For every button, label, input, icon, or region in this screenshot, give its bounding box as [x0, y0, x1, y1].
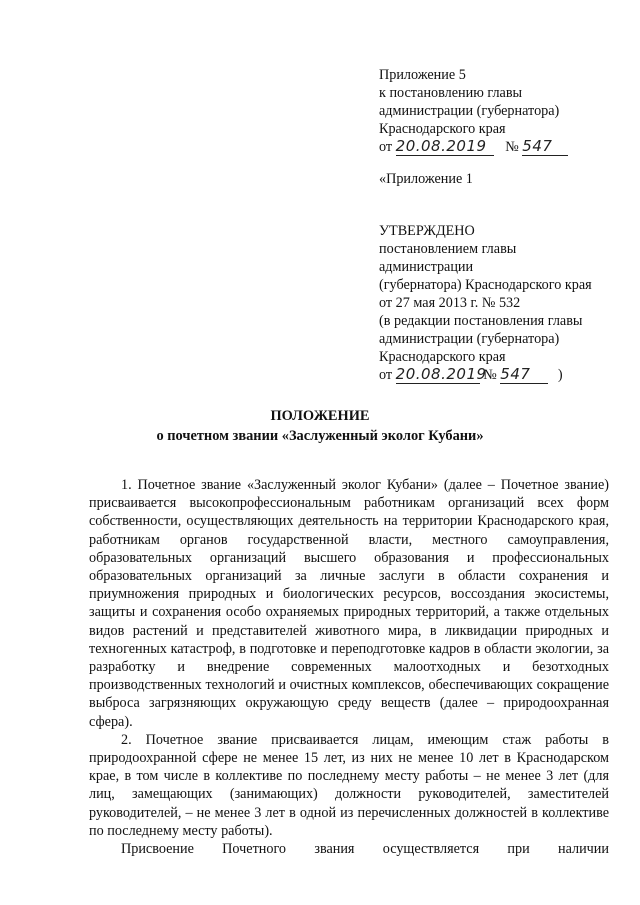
approved-block [379, 222, 592, 384]
appendix-5-line-1: Приложение 5 [379, 67, 466, 83]
approved-date-line [379, 366, 592, 384]
handwritten-number: 547 [522, 139, 568, 156]
from-prefix: от [379, 367, 393, 383]
document-title: ПОЛОЖЕНИЕ [270, 408, 370, 424]
approved-line-4: от 27 мая 2013 г. № 532 [379, 295, 521, 311]
closing-parenthesis: ) [557, 367, 563, 383]
approved-line-1: постановлением главы [379, 241, 517, 257]
handwritten-date: 20.08.2019 [396, 139, 494, 156]
paragraph-1: 1. Почетное звание «Заслуженный эколог Кубани» (далее – Почетное звание) присваивается высокопрофессиональным работникам организаций всех форм собственности, осуществляющих деятельность на территории Краснодарского края, работникам органов государственной власти, местного самоуправления, образовательных организаций высшего образования и профессиональных образовательных организаций за личные заслуги в области сохранения и приумножения природных и биологических ресурсов, воссоздания экосистемы, защиты и сохранения особо охраняемых природных территорий, а также отдельных видов растений и представителей животного мира, в ликвидации природных и техногенных катастроф, в подготовке и переподготовке кадров в области экологии, за разработку и внедрение современных малоотходных и безотходных производственных технологий и очистных комплексов, обеспечивающих сокращение выброса загрязняющих окружающую среду веществ (далее – природоохранная сфера). [89, 477, 609, 730]
paragraph-3: Присвоение Почетного звания осуществляется при наличии [121, 841, 609, 858]
approved-line-5: (в редакции постановления главы [379, 313, 583, 329]
approved-heading: УТВЕРЖДЕНО [379, 223, 475, 239]
approved-line-3: (губернатора) Краснодарского края [379, 277, 592, 293]
approved-line-2: администрации [379, 259, 474, 275]
appendix-5-line-4: Краснодарского края [379, 121, 506, 137]
appendix-5-header [379, 66, 568, 156]
handwritten-number: 547 [500, 367, 548, 384]
approved-line-6: администрации (губернатора) [379, 331, 560, 347]
appendix-5-line-2: к постановлению главы [379, 85, 523, 101]
paragraph-2: 2. Почетное звание присваивается лицам, имеющим стаж работы в природоохранной сфере не менее 15 лет, из них не менее 10 лет в Краснодарском крае, в том числе в коллективе по последнему месту работы – не менее 3 лет (для лиц, замещающих (занимающих) должности руководителей, заместителей руководителей, – не менее 3 лет в одной из перечисленных должностей в коллективе по последнему месту работы). [89, 731, 609, 839]
appendix-5-line-3: администрации (губернатора) [379, 103, 560, 119]
handwritten-date: 20.08.2019 [395, 365, 487, 383]
document-body [89, 476, 609, 858]
document-subtitle: о почетном звании «Заслуженный эколог Кубани» [156, 428, 484, 444]
appendix-1-label: «Приложение 1 [379, 171, 473, 187]
appendix-5-date-line [379, 138, 568, 156]
approved-line-7: Краснодарского края [379, 349, 506, 365]
number-prefix: № [505, 139, 519, 155]
from-prefix: от [379, 139, 393, 155]
number-prefix: № [483, 367, 497, 383]
